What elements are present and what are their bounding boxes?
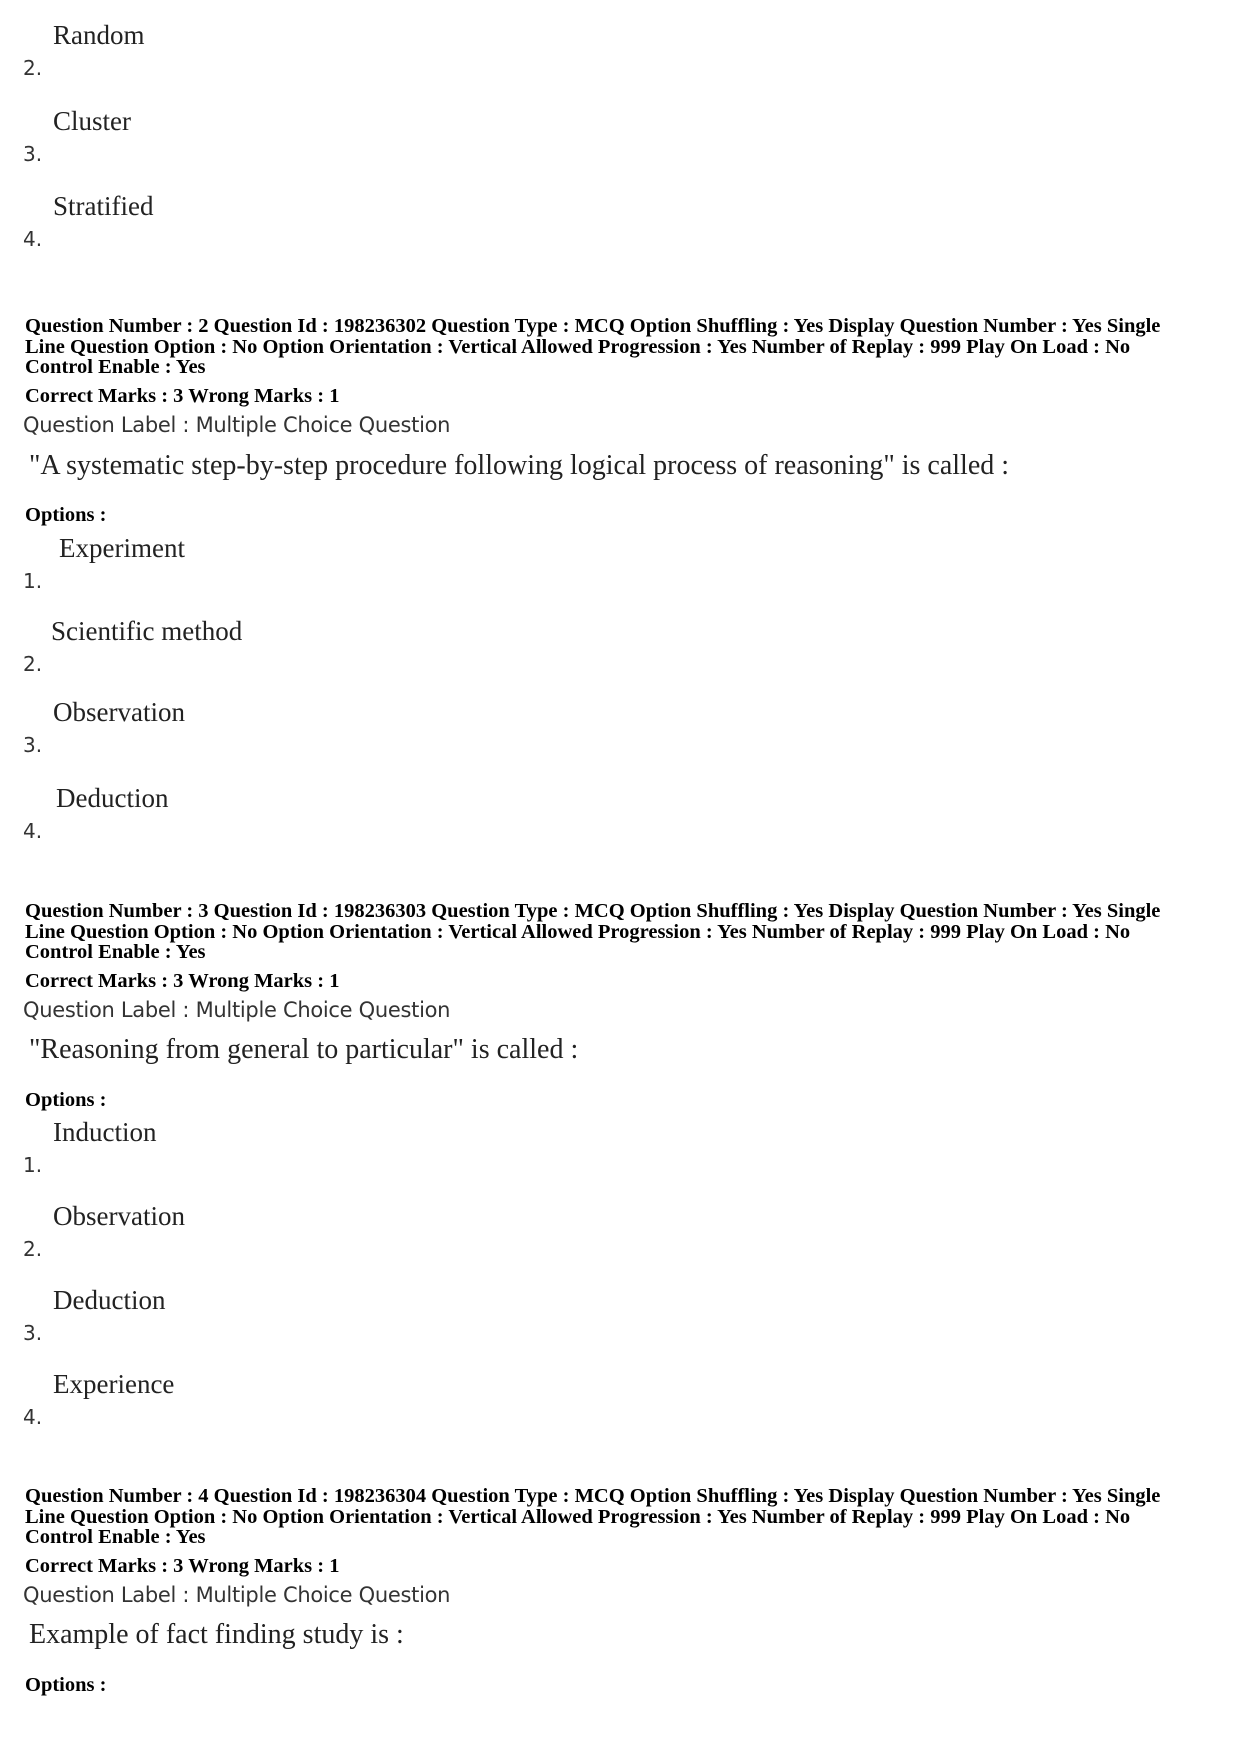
list-item xyxy=(23,697,623,757)
question-marks: Correct Marks : 3 Wrong Marks : 1 xyxy=(25,385,340,407)
list-item xyxy=(23,191,623,251)
option-number: 4. xyxy=(23,227,43,251)
option-number: 3. xyxy=(23,1321,43,1345)
option-number: 2. xyxy=(23,652,43,676)
question-text: "Reasoning from general to particular" is called : xyxy=(29,1034,579,1065)
question-meta-line: Question Number : 4 Question Id : 198236304 Question Type : MCQ Option Shuffling : Yes Display Question Number : Yes Single xyxy=(25,1485,1161,1507)
list-item xyxy=(23,106,623,166)
list-item xyxy=(23,533,623,593)
list-item xyxy=(23,1117,623,1177)
question-marks: Correct Marks : 3 Wrong Marks : 1 xyxy=(25,970,340,992)
question-meta-line: Control Enable : Yes xyxy=(25,356,206,378)
option-text: Stratified xyxy=(53,191,154,221)
question-metadata xyxy=(25,1486,1220,1548)
question-meta-line: Line Question Option : No Option Orientation : Vertical Allowed Progression : Yes Number of Replay : 999 Play On Load : No xyxy=(25,1505,1131,1528)
option-text: Deduction xyxy=(53,1285,166,1315)
option-number: 1. xyxy=(23,1153,43,1177)
question-label: Question Label : Multiple Choice Question xyxy=(23,1583,451,1607)
question-meta-line: Control Enable : Yes xyxy=(25,941,206,963)
question-text: "A systematic step-by-step procedure following logical process of reasoning" is called : xyxy=(29,450,1010,481)
question-metadata xyxy=(25,901,1220,963)
list-item xyxy=(23,783,623,843)
option-text: Induction xyxy=(53,1117,157,1147)
option-number: 2. xyxy=(23,56,43,80)
option-number: 4. xyxy=(23,1405,43,1429)
option-number: 4. xyxy=(23,819,43,843)
list-item xyxy=(23,616,623,676)
option-text: Experience xyxy=(53,1369,175,1399)
option-text: Random xyxy=(53,20,145,50)
question-meta-line: Line Question Option : No Option Orientation : Vertical Allowed Progression : Yes Number of Replay : 999 Play On Load : No xyxy=(25,335,1131,358)
option-text: Cluster xyxy=(53,106,131,136)
list-item xyxy=(23,1201,623,1261)
options-label: Options : xyxy=(25,1089,107,1111)
option-number: 3. xyxy=(23,142,43,166)
question-text: Example of fact finding study is : xyxy=(29,1619,404,1650)
option-text: Experiment xyxy=(59,533,185,563)
question-meta-line: Control Enable : Yes xyxy=(25,1526,206,1548)
options-label: Options : xyxy=(25,504,107,526)
option-text: Scientific method xyxy=(51,616,243,646)
option-number: 2. xyxy=(23,1237,43,1261)
option-number: 1. xyxy=(23,569,43,593)
question-meta-line: Line Question Option : No Option Orientation : Vertical Allowed Progression : Yes Number of Replay : 999 Play On Load : No xyxy=(25,920,1131,943)
question-meta-line: Question Number : 3 Question Id : 198236303 Question Type : MCQ Option Shuffling : Yes Display Question Number : Yes Single xyxy=(25,900,1161,922)
question-metadata xyxy=(25,316,1220,378)
question-label: Question Label : Multiple Choice Question xyxy=(23,413,451,437)
question-meta-line: Question Number : 2 Question Id : 198236302 Question Type : MCQ Option Shuffling : Yes Display Question Number : Yes Single xyxy=(25,315,1161,337)
list-item xyxy=(23,1285,623,1345)
option-number: 3. xyxy=(23,733,43,757)
option-text: Deduction xyxy=(56,783,169,813)
list-item xyxy=(23,1369,623,1429)
list-item xyxy=(23,20,623,80)
question-marks: Correct Marks : 3 Wrong Marks : 1 xyxy=(25,1555,340,1577)
question-label: Question Label : Multiple Choice Question xyxy=(23,998,451,1022)
option-text: Observation xyxy=(53,1201,185,1231)
option-text: Observation xyxy=(53,697,185,727)
options-label: Options : xyxy=(25,1674,107,1696)
